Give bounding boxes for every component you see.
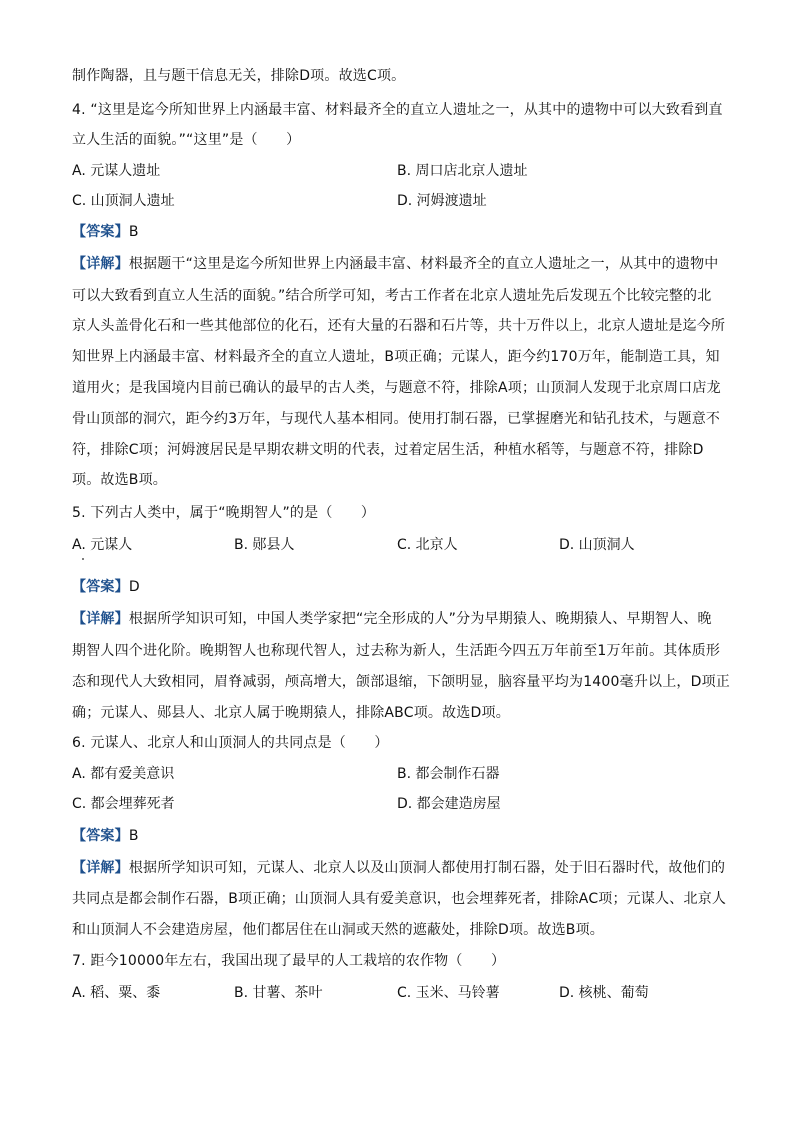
q5-option-c: C. 北京人 bbox=[397, 537, 458, 553]
answer-tag: 【答案】 bbox=[72, 828, 129, 844]
detail-text: 根据题干“这里是迄今所知世界上内涵最丰富、材料最齐全的直立人遗址之一，从其中的遗物中 bbox=[128, 256, 719, 272]
q4-answer bbox=[72, 222, 732, 242]
question-5-stem: 5. 下列古人类中，属于“晚期智人”的是（ ） bbox=[72, 505, 376, 521]
q6-detail-line: 和山顶洞人不会建造房屋，他们都居住在山洞或天然的遮蔽处，排除D项。故选B项。 bbox=[72, 922, 604, 938]
q6-detail bbox=[72, 858, 732, 878]
text-line: 制作陶器，且与题干信息无关，排除D项。故选C项。 bbox=[72, 68, 406, 84]
q4-detail-line: 知世界上内涵最丰富、材料最齐全的直立人遗址，B项正确；元谋人，距今约170万年，能制造工具，知 bbox=[72, 349, 720, 365]
detail-tag: 【详解】 bbox=[72, 256, 129, 272]
detail-text: 根据所学知识可知，元谋人、北京人以及山顶洞人都使用打制石器，处于旧石器时代，故他们的 bbox=[128, 860, 726, 876]
q5-option-b: B. 郧县人 bbox=[234, 537, 295, 553]
q6-detail-line: 共同点是都会制作石器，B项正确；山顶洞人具有爱美意识，也会埋葬死者，排除AC项；元谋人、北京人 bbox=[72, 891, 727, 907]
q6-option-d: D. 都会建造房屋 bbox=[397, 796, 501, 812]
q4-detail-line: 符，排除C项；河姆渡居民是早期农耕文明的代表，过着定居生活，种植水稻等，与题意不符，排除D bbox=[72, 442, 704, 458]
stray-dot bbox=[82, 558, 84, 560]
detail-tag: 【详解】 bbox=[72, 611, 129, 627]
q5-detail-line: 期智人四个进化阶。晚期智人也称现代智人，过去称为新人，生活距今四五万年前至1万年前。其体质形 bbox=[72, 643, 721, 659]
q4-option-a: A. 元谋人遗址 bbox=[72, 163, 161, 179]
q7-option-a: A. 稻、粟、黍 bbox=[72, 985, 161, 1001]
question-6-stem: 6. 元谋人、北京人和山顶洞人的共同点是（ ） bbox=[72, 735, 389, 751]
q4-detail-line: 京人头盖骨化石和一些其他部位的化石，还有大量的石器和石片等，共十万件以上，北京人遗址是迄今所 bbox=[72, 318, 726, 334]
q5-detail bbox=[72, 609, 732, 629]
q4-detail-line: 项。故选B项。 bbox=[72, 472, 168, 488]
answer-value: D bbox=[128, 579, 140, 595]
q4-option-d: D. 河姆渡遗址 bbox=[397, 193, 487, 209]
q7-option-d: D. 核桃、葡萄 bbox=[559, 985, 649, 1001]
q6-option-c: C. 都会埋葬死者 bbox=[72, 796, 175, 812]
q4-detail bbox=[72, 254, 732, 274]
question-7-stem: 7. 距今10000年左右，我国出现了最早的人工栽培的农作物（ ） bbox=[72, 953, 506, 969]
detail-tag: 【详解】 bbox=[72, 860, 129, 876]
q6-option-a: A. 都有爱美意识 bbox=[72, 766, 175, 782]
q6-option-b: B. 都会制作石器 bbox=[397, 766, 500, 782]
answer-value: B bbox=[128, 828, 139, 844]
answer-value: B bbox=[128, 224, 139, 240]
q7-option-b: B. 甘薯、茶叶 bbox=[234, 985, 323, 1001]
question-4-stem: 4. “这里是迄今所知世界上内涵最丰富、材料最齐全的直立人遗址之一，从其中的遗物中可以大致看到直 bbox=[72, 102, 723, 118]
q4-option-b: B. 周口店北京人遗址 bbox=[397, 163, 528, 179]
answer-tag: 【答案】 bbox=[72, 579, 129, 595]
q5-detail-line: 确；元谋人、郧县人、北京人属于晚期猿人，排除ABC项。故选D项。 bbox=[72, 705, 510, 721]
q5-option-d: D. 山顶洞人 bbox=[559, 537, 635, 553]
q5-answer bbox=[72, 577, 732, 597]
q4-detail-line: 道用火；是我国境内目前已确认的最早的古人类，与题意不符，排除A项；山顶洞人发现于北京周口店龙 bbox=[72, 380, 721, 396]
question-4-stem-cont: 立人生活的面貌。”“这里”是（ ） bbox=[72, 132, 301, 148]
q4-detail-line: 可以大致看到直立人生活的面貌。”结合所学可知，考古工作者在北京人遗址先后发现五个比较完整的北 bbox=[72, 288, 712, 304]
q6-answer bbox=[72, 826, 732, 846]
detail-text: 根据所学知识可知，中国人类学家把“完全形成的人”分为早期猿人、晚期猿人、早期智人、晚 bbox=[128, 611, 712, 627]
q7-option-c: C. 玉米、马铃薯 bbox=[397, 985, 500, 1001]
q5-detail-line: 态和现代人大致相同，眉脊减弱，颅高增大，颌部退缩，下颌明显，脑容量平均为1400毫升以上，D项正 bbox=[72, 674, 731, 690]
q4-detail-line: 骨山顶部的洞穴，距今约3万年，与现代人基本相同。使用打制石器，已掌握磨光和钻孔技术，与题意不 bbox=[72, 411, 721, 427]
q4-option-c: C. 山顶洞人遗址 bbox=[72, 193, 175, 209]
answer-tag: 【答案】 bbox=[72, 224, 129, 240]
q5-option-a: A. 元谋人 bbox=[72, 537, 133, 553]
